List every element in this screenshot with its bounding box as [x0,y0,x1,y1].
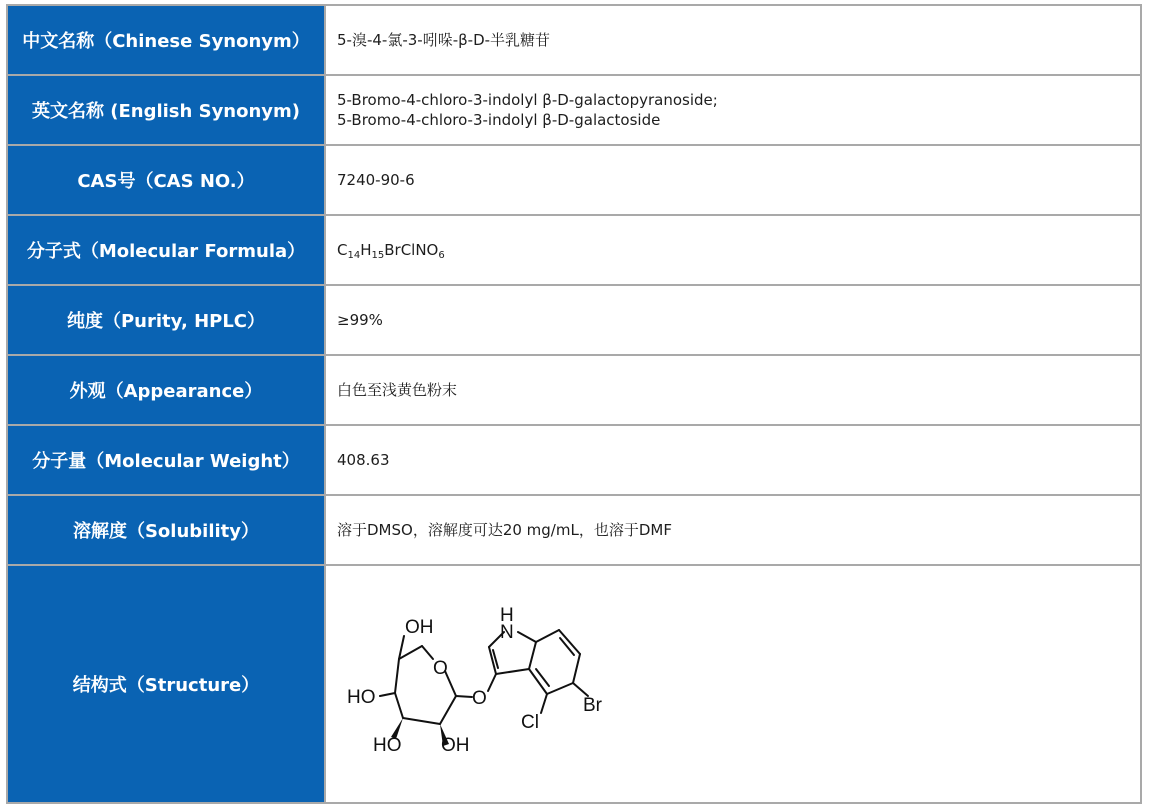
row-solubility [7,495,1141,565]
value-appearance: 白色至浅黄色粉末 [325,355,1141,425]
atom-ho-bottom: HO [373,735,402,756]
label-cas-number: CAS号（CAS NO.） [7,145,325,215]
structure-diagram [338,599,628,769]
value-english-synonym [325,75,1141,145]
atom-cl: Cl [521,712,539,733]
atom-o-link: O [472,688,487,709]
label-solubility: 溶解度（Solubility） [7,495,325,565]
value-molecular-formula [325,215,1141,285]
formula-o-count: 6 [438,250,445,261]
row-appearance [7,355,1141,425]
value-molecular-weight: 408.63 [325,425,1141,495]
formula-c: C [337,241,348,259]
row-chinese-synonym [7,5,1141,75]
value-cas-number: 7240-90-6 [325,145,1141,215]
label-appearance: 外观（Appearance） [7,355,325,425]
atom-ho-left: HO [347,687,376,708]
row-structure [7,565,1141,803]
atom-o-ring: O [433,658,448,679]
formula-h: H [360,241,372,259]
atom-nh-n: N [500,622,514,643]
row-molecular-formula [7,215,1141,285]
label-chinese-synonym: 中文名称（Chinese Synonym） [7,5,325,75]
atom-oh-top: OH [405,617,434,638]
value-structure [325,565,1141,803]
atom-nh-h: H [500,605,514,626]
row-molecular-weight [7,425,1141,495]
specification-table [6,4,1142,804]
value-purity: ≥99% [325,285,1141,355]
atom-br: Br [583,695,602,716]
formula-c-count: 14 [347,250,361,261]
value-solubility: 溶于DMSO，溶解度可达20 mg/mL，也溶于DMF [325,495,1141,565]
formula-h-count: 15 [371,250,385,261]
label-purity: 纯度（Purity, HPLC） [7,285,325,355]
row-english-synonym [7,75,1141,145]
label-molecular-formula: 分子式（Molecular Formula） [7,215,325,285]
structure-bonds [380,630,588,724]
english-synonym-line-2: 5-Bromo-4-chloro-3-indolyl β-D-galactoside [337,111,661,129]
label-english-synonym: 英文名称 (English Synonym) [7,75,325,145]
atom-oh-bottom: OH [441,735,470,756]
label-molecular-weight: 分子量（Molecular Weight） [7,425,325,495]
english-synonym-line-1: 5-Bromo-4-chloro-3-indolyl β-D-galactopyranoside; [337,91,718,109]
formula-mid: BrClNO [384,241,439,259]
row-cas-number [7,145,1141,215]
value-chinese-synonym: 5-溴-4-氯-3-吲哚-β-D-半乳糖苷 [325,5,1141,75]
row-purity [7,285,1141,355]
label-structure: 结构式（Structure） [7,565,325,803]
